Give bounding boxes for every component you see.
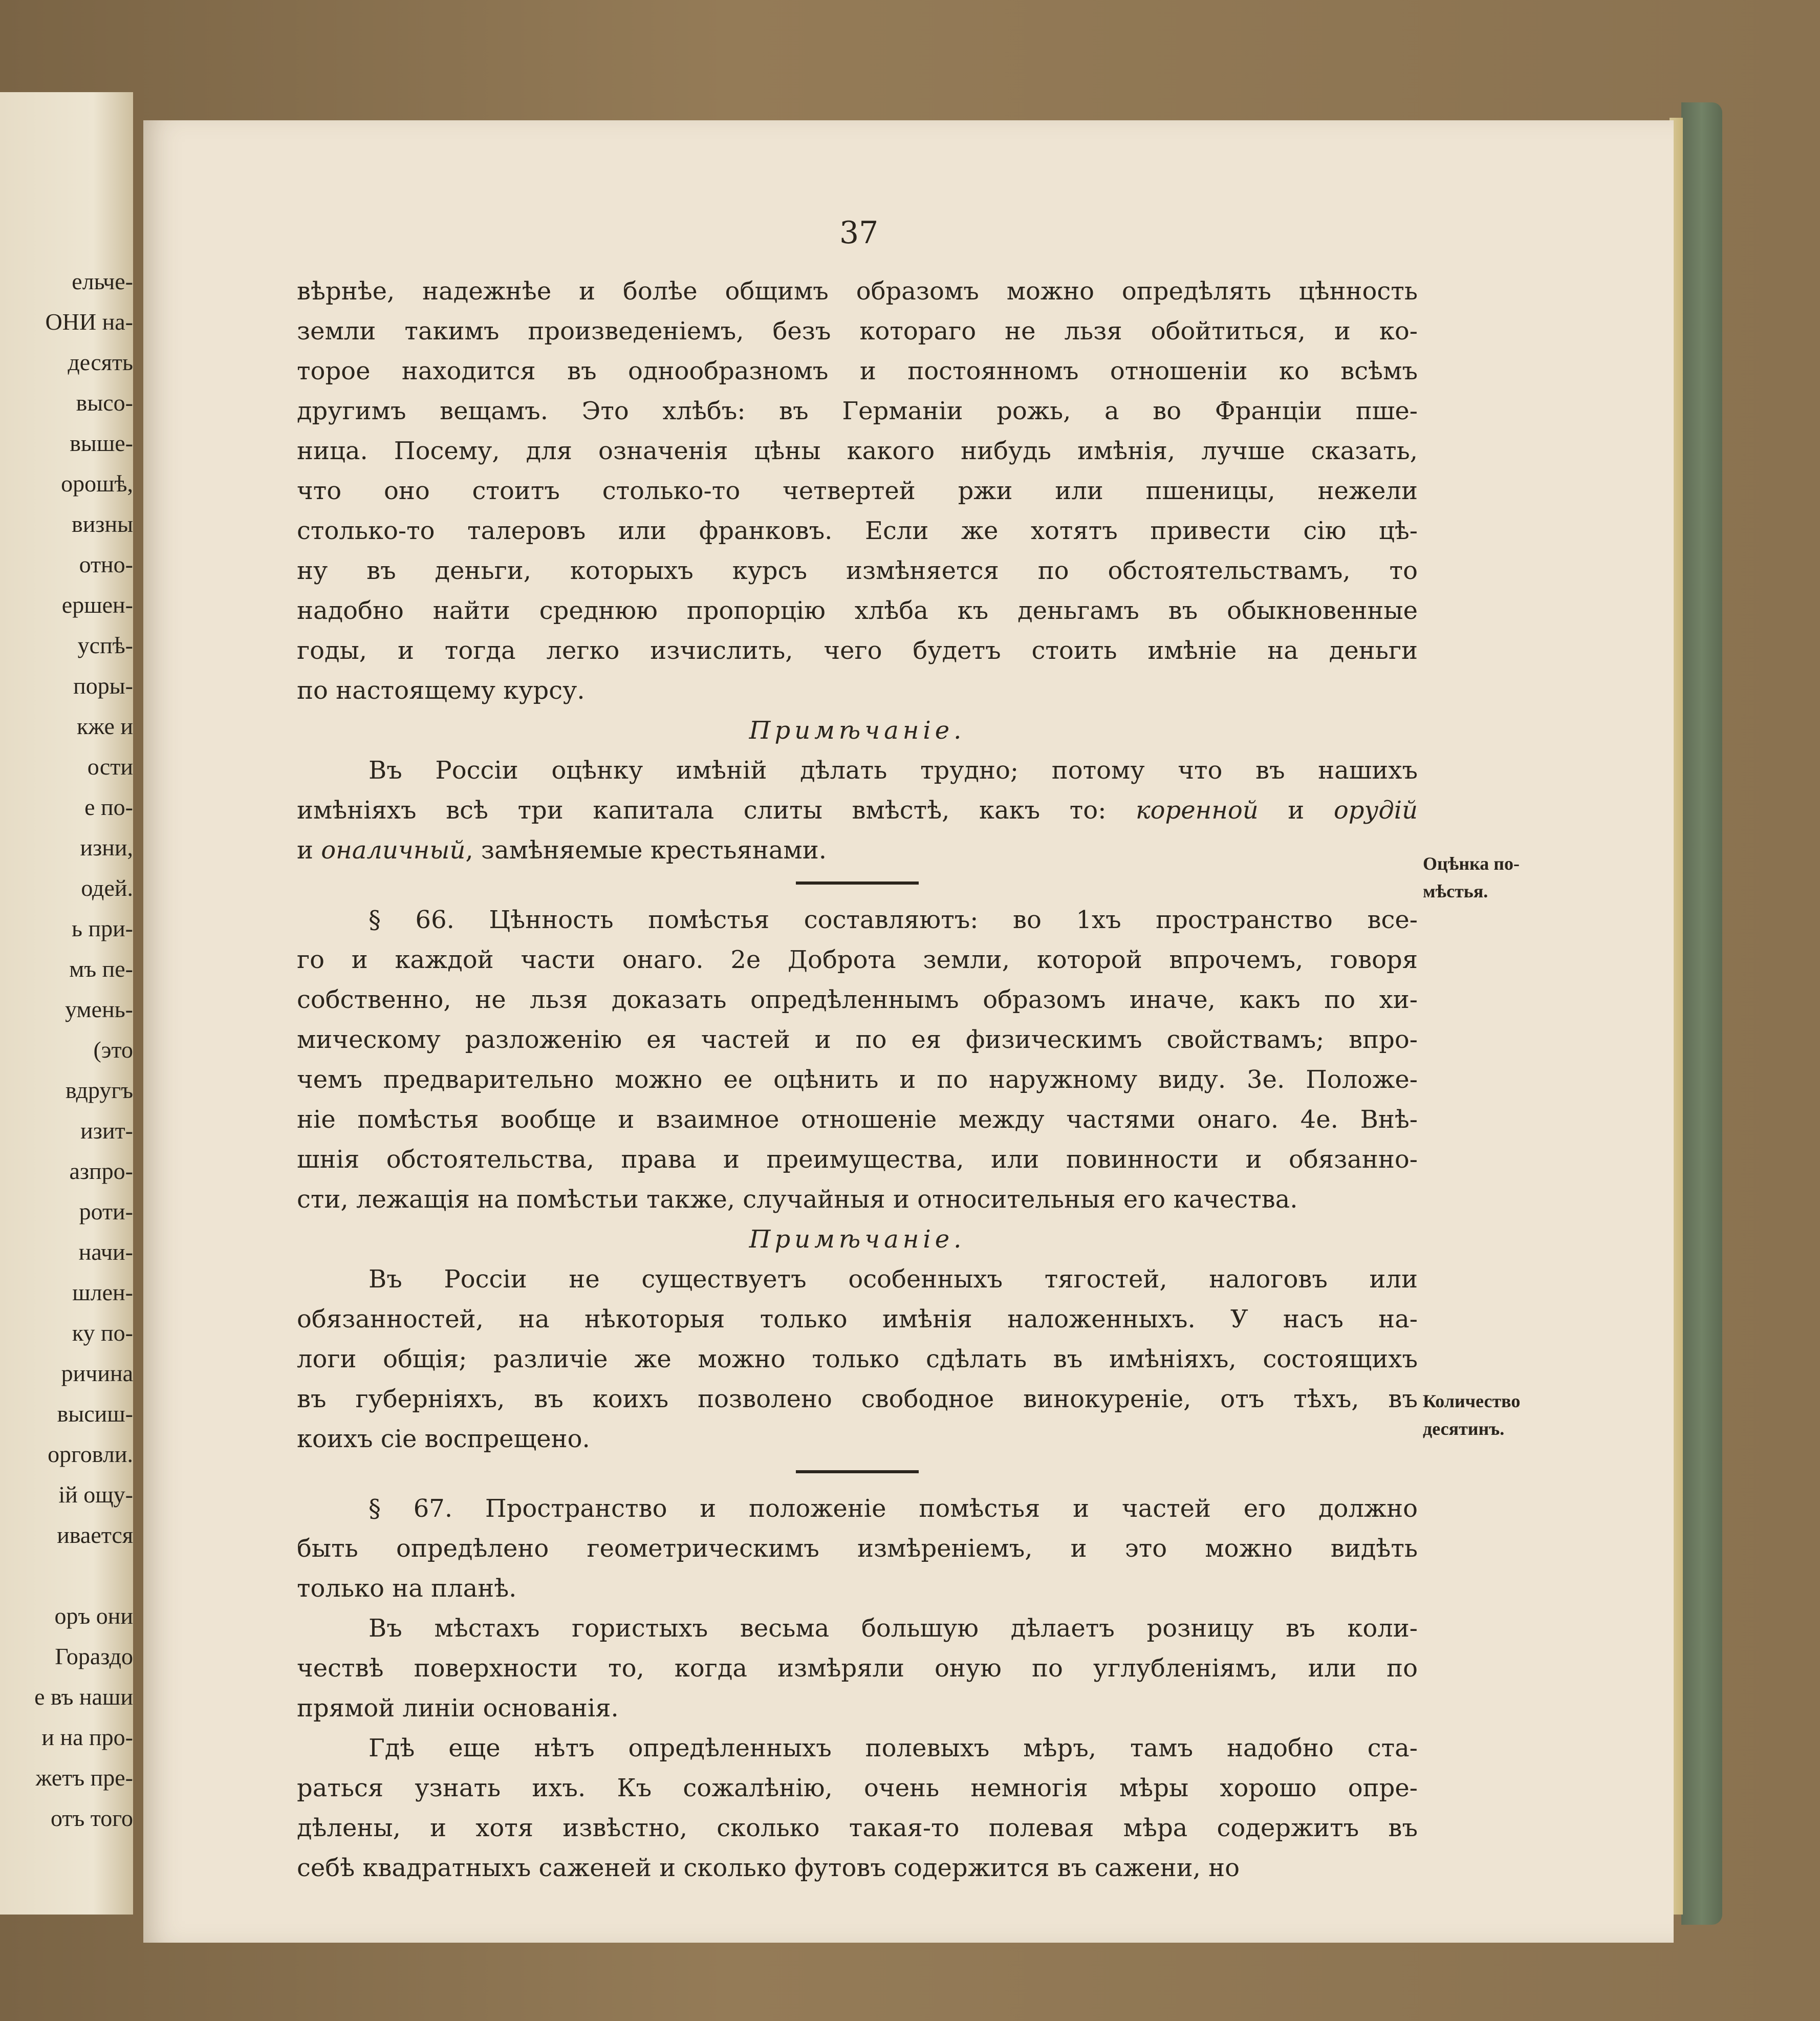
text-line: по настоящему курсу. xyxy=(297,676,585,705)
left-page-fragment: кже и xyxy=(76,713,133,739)
text-line: мическому разложенію ея частей и по ея физическимъ свойствамъ; впро- xyxy=(297,1025,1418,1054)
left-page-fragment: начи- xyxy=(78,1239,133,1265)
note-2 xyxy=(297,1259,1418,1459)
left-page-fragment: роти- xyxy=(79,1198,133,1224)
paragraph-valuation xyxy=(297,271,1418,711)
margin-note-estate-valuation: Оцѣнка по- мѣстья. xyxy=(1423,853,1520,901)
text-line: земли такимъ произведеніемъ, безъ котораго не льзя обойтиться, и ко- xyxy=(297,317,1418,346)
left-page-fragment: изни, xyxy=(80,834,133,861)
left-page-fragment xyxy=(0,1555,133,1596)
text-line: торое находится въ однообразномъ и постоянномъ отношеніи ко всѣмъ xyxy=(297,357,1418,385)
left-facing-page xyxy=(0,92,133,1915)
text-line: сти, лежащія на помѣстьи также, случайныя и относительныя его качества. xyxy=(297,1185,1298,1214)
left-page-fragment: ку по- xyxy=(72,1320,133,1346)
left-page-fragment: и на про- xyxy=(41,1724,133,1750)
text-line: только на планѣ. xyxy=(297,1574,517,1603)
note-heading: Примѣчаніе. xyxy=(749,716,966,745)
text-line: собственно, не льзя доказать опредѣленнымъ образомъ иначе, какъ по хи- xyxy=(297,985,1418,1014)
text-line: что оно стоитъ столько-то четвертей ржи или пшеницы, нежели xyxy=(297,477,1418,505)
left-page-fragment: ОНИ на- xyxy=(45,309,133,335)
left-page-fragment: успѣ- xyxy=(77,632,133,658)
text-line: § 67. Пространство и положеніе помѣстья и частей его должно xyxy=(369,1494,1418,1523)
left-page-fragment: (это xyxy=(93,1037,133,1063)
left-page-fragment: е въ наши xyxy=(34,1684,133,1710)
paragraph-mountains xyxy=(297,1608,1418,1728)
left-page-fragment: вдругъ xyxy=(65,1077,133,1103)
left-page-fragment: ивается xyxy=(57,1522,133,1548)
left-page-fragment: десять xyxy=(68,349,133,375)
left-page-fragment: азпро- xyxy=(69,1158,133,1184)
left-page-text-fragments xyxy=(0,261,133,1838)
left-page-fragment: одей. xyxy=(81,875,133,901)
left-page-fragment: ричина xyxy=(61,1360,133,1386)
text-line: дѣлены, и хотя извѣстно, сколько такая-то полевая мѣра содержитъ въ xyxy=(297,1814,1418,1842)
section-67 xyxy=(297,1489,1418,1608)
left-page-fragment: жетъ пре- xyxy=(35,1765,133,1791)
text-line: раться узнать ихъ. Къ сожалѣнію, очень немногія мѣры хорошо опре- xyxy=(297,1774,1418,1802)
text-line: столько-то талеровъ или франковъ. Если же хотятъ привести сію цѣ- xyxy=(297,517,1418,545)
text-line: § 66. Цѣнность помѣстья составляютъ: во 1хъ пространство все- xyxy=(369,906,1418,934)
left-page-fragment: высо- xyxy=(76,390,133,416)
left-page-fragment: отъ того xyxy=(51,1805,133,1831)
text-line: себѣ квадратныхъ саженей и сколько футовъ содержится въ сажени, но xyxy=(297,1854,1240,1882)
left-page-fragment: умень- xyxy=(65,996,133,1022)
left-page-fragment: е по- xyxy=(84,794,133,820)
left-page-fragment: ь при- xyxy=(71,915,133,941)
left-page-fragment: мъ пе- xyxy=(69,956,133,982)
section-66 xyxy=(297,900,1418,1219)
text-line: Гдѣ еще нѣтъ опредѣленныхъ полевыхъ мѣръ, тамъ надобно ста- xyxy=(369,1734,1418,1762)
section-divider xyxy=(796,881,919,885)
text-line: быть опредѣлено геометрическимъ измѣреніемъ, и это можно видѣть xyxy=(297,1534,1418,1563)
paragraph-measures xyxy=(297,1728,1418,1888)
note1-line: и оналичный, замѣняемые крестьянами. xyxy=(297,836,827,865)
text-line: Въ мѣстахъ гористыхъ весьма большую дѣлаетъ розницу въ коли- xyxy=(369,1614,1418,1643)
text-line: коихъ сіе воспрещено. xyxy=(297,1425,590,1453)
text-line: вѣрнѣе, надежнѣе и болѣе общимъ образомъ можно опредѣлять цѣнность xyxy=(297,277,1418,306)
left-page-fragment: орговли. xyxy=(48,1441,133,1467)
book-cover-right xyxy=(1681,102,1722,1925)
text-line: надобно найти среднюю пропорцію хлѣба къ деньгамъ въ обыкновенные xyxy=(297,596,1418,625)
left-page-fragment: выше- xyxy=(70,430,133,456)
section-divider xyxy=(796,1470,919,1473)
left-page-fragment: отно- xyxy=(79,551,133,577)
left-page-fragment: ій ощу- xyxy=(58,1481,133,1508)
text-line: го и каждой части онаго. 2е Доброта земли, которой впрочемъ, говоря xyxy=(297,945,1418,974)
text-line: ніе помѣстья вообще и взаимное отношеніе между частями онаго. 4е. Внѣ- xyxy=(297,1105,1418,1134)
text-line: ну въ деньги, которыхъ курсъ измѣняется по обстоятельствамъ, то xyxy=(297,556,1418,585)
text-line: чемъ предварительно можно ее оцѣнить и по наружному виду. 3е. Положе- xyxy=(297,1065,1418,1094)
text-line: Въ Россіи не существуетъ особенныхъ тягостей, налоговъ или xyxy=(369,1265,1418,1294)
text-line: другимъ вещамъ. Это хлѣбъ: въ Германіи рожь, а во Франціи пше- xyxy=(297,397,1418,425)
note1-line: имѣніяхъ всѣ три капитала слиты вмѣстѣ, какъ то: коренной и орудій xyxy=(297,796,1418,825)
text-line: логи общія; различіе же можно только сдѣлать въ имѣніяхъ, состоящихъ xyxy=(297,1345,1418,1373)
left-page-fragment: ости xyxy=(87,754,133,780)
text-line: ница. Посему, для означенія цѣны какого нибудь имѣнія, лучше сказать, xyxy=(297,437,1418,465)
left-page-fragment: изит- xyxy=(80,1117,133,1144)
margin-note-dessiatine-count: Количество десятинъ. xyxy=(1423,1391,1521,1439)
left-page-fragment: Гораздо xyxy=(55,1643,133,1669)
left-page-fragment: визны xyxy=(71,511,133,537)
note1-line: Въ Россіи оцѣнку имѣній дѣлать трудно; потому что въ нашихъ xyxy=(369,756,1418,785)
left-page-fragment: поры- xyxy=(73,673,133,699)
text-line: шнія обстоятельства, права и преимущества, или повинности и обязанно- xyxy=(297,1145,1418,1174)
left-page-fragment: оръ они xyxy=(54,1603,133,1629)
left-page-fragment: ершен- xyxy=(61,592,133,618)
text-line: прямой линіи основанія. xyxy=(297,1694,619,1723)
text-line: чествѣ поверхности то, когда измѣряли оную по углубленіямъ, или по xyxy=(297,1654,1418,1683)
left-page-fragment: ельче- xyxy=(72,268,133,294)
text-line: годы, и тогда легко изчислить, чего будетъ стоить имѣніе на деньги xyxy=(297,636,1418,665)
left-page-fragment: орошѣ, xyxy=(61,470,133,497)
page-number: 37 xyxy=(839,215,879,251)
note-heading: Примѣчаніе. xyxy=(749,1225,966,1254)
left-page-fragment: шлен- xyxy=(72,1279,133,1305)
text-line: въ губерніяхъ, въ коихъ позволено свободное винокуреніе, отъ тѣхъ, въ xyxy=(297,1385,1418,1413)
left-page-fragment: высиш- xyxy=(57,1401,133,1427)
text-column xyxy=(297,271,1418,1888)
text-line: обязанностей, на нѣкоторыя только имѣнія наложенныхъ. У насъ на- xyxy=(297,1305,1418,1334)
